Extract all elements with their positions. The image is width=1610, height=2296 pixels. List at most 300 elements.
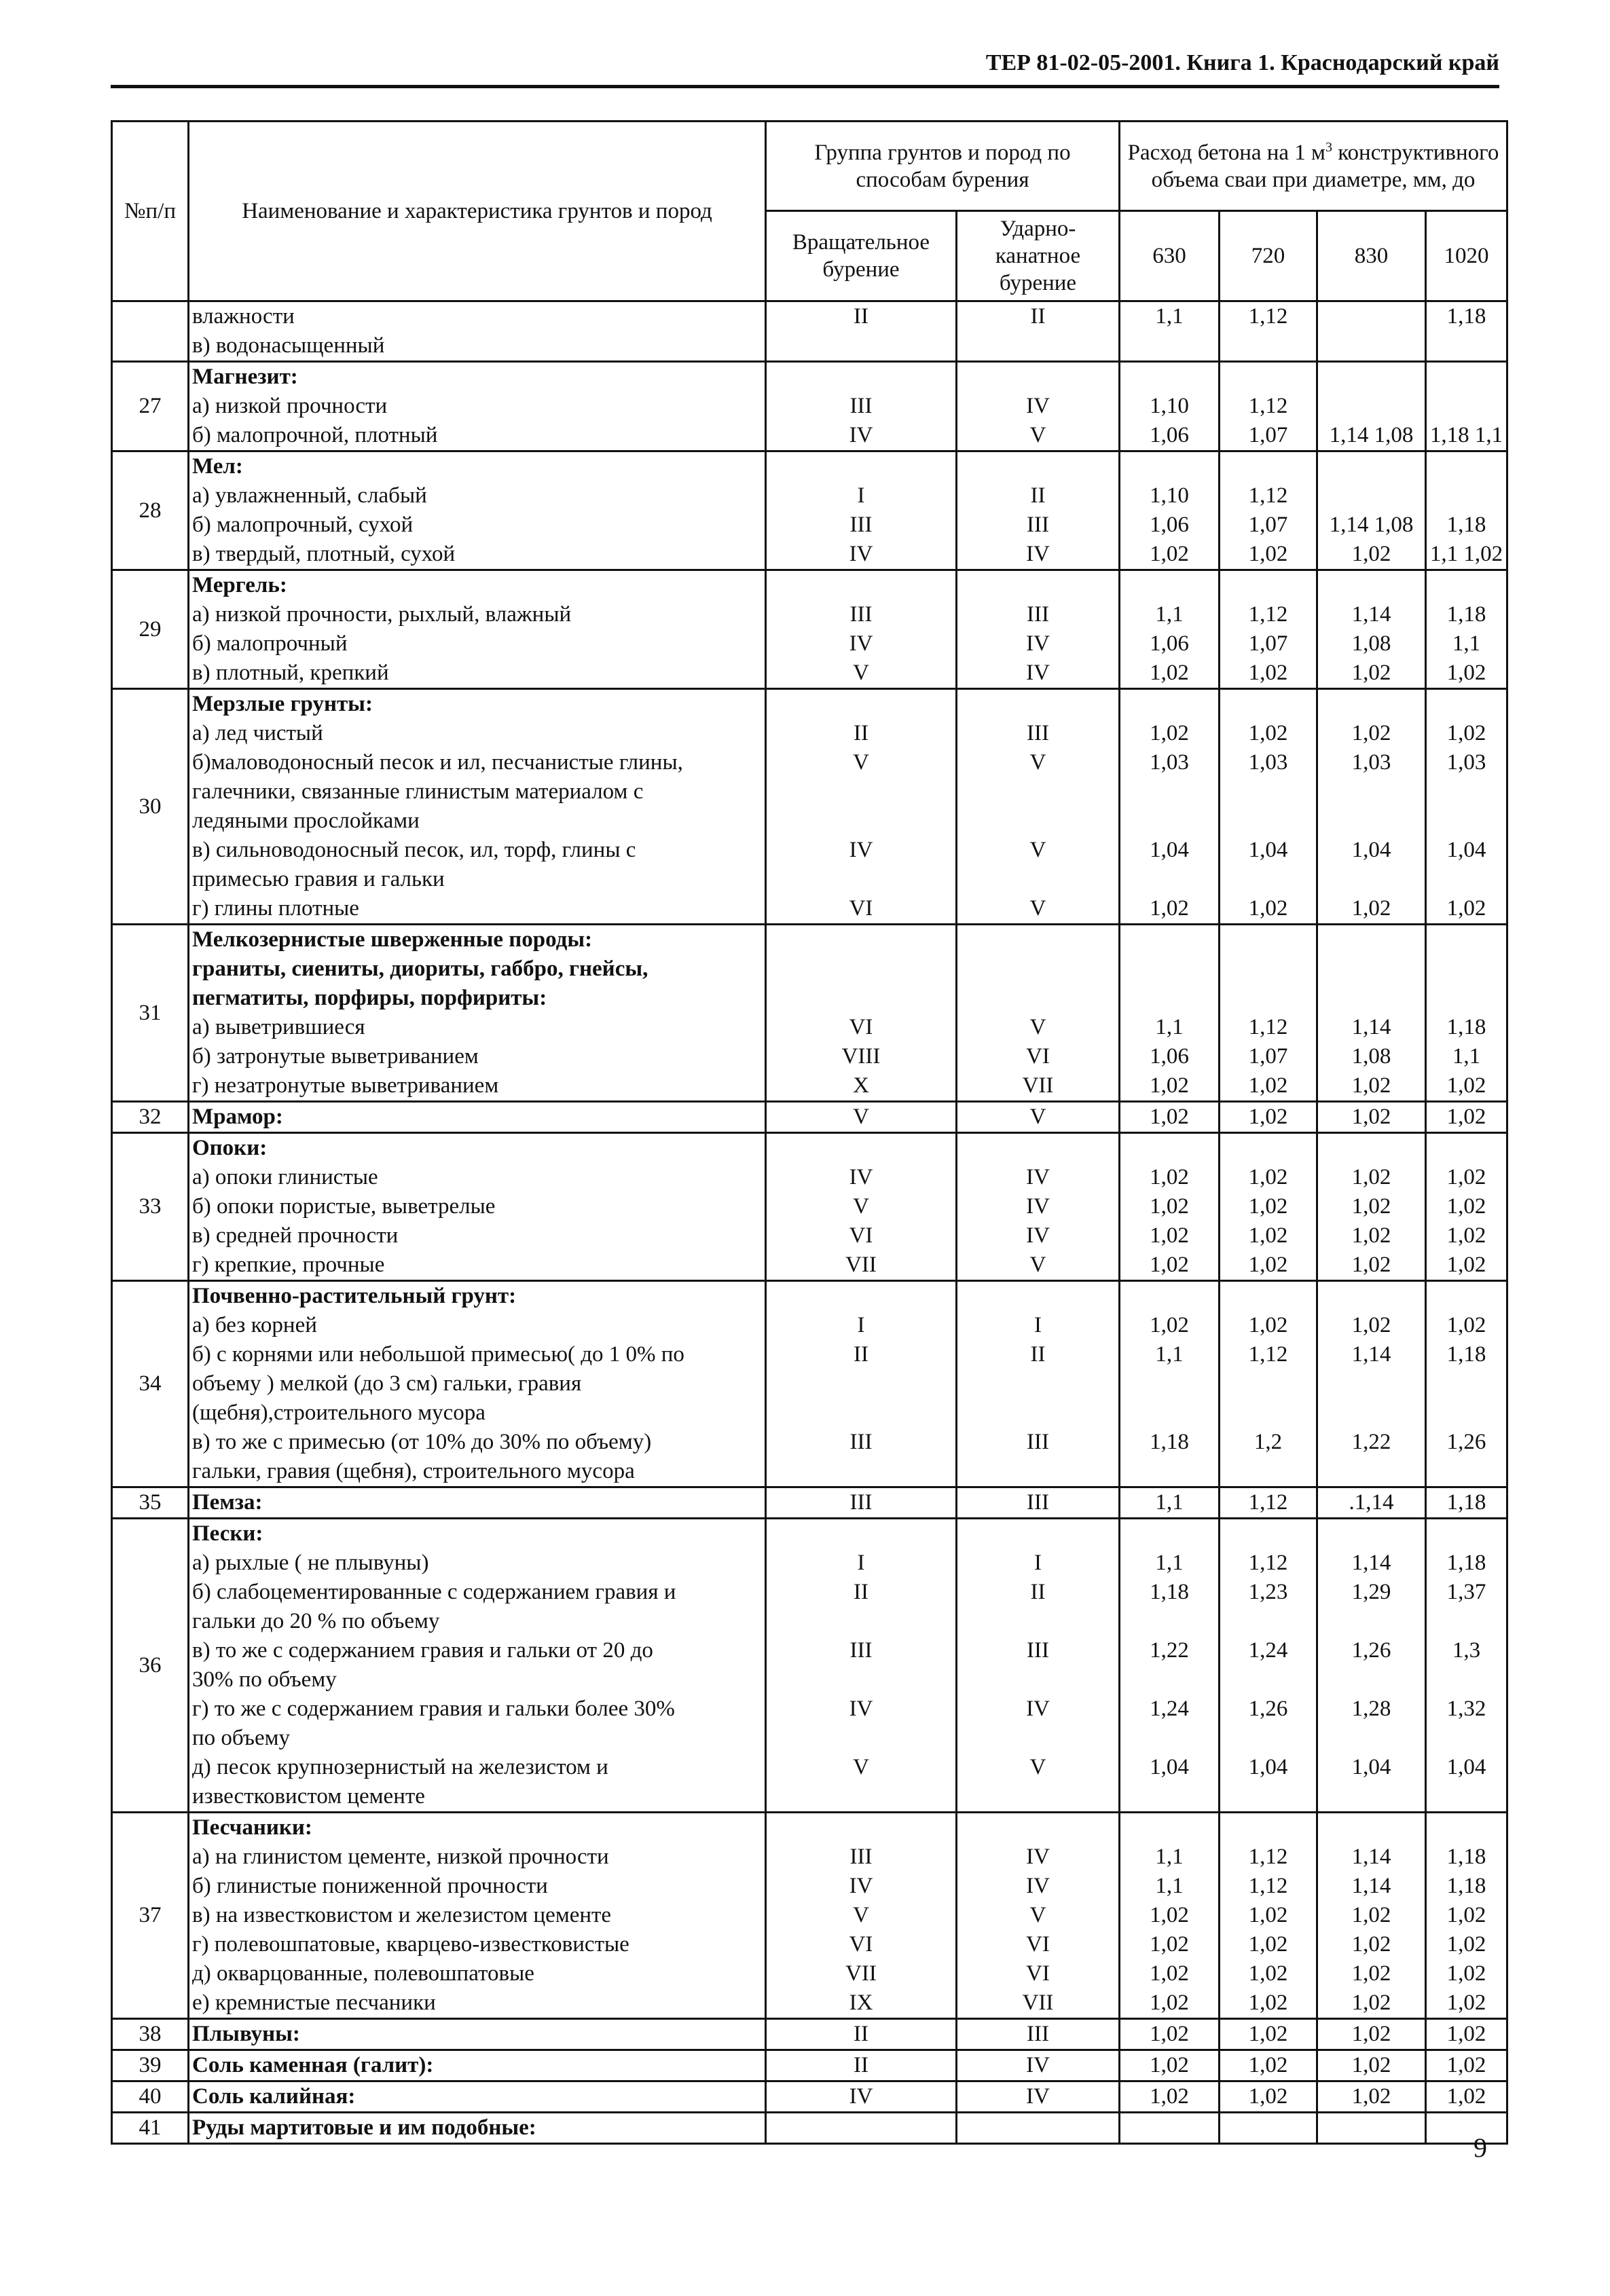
percussion-group-value: V: [1029, 1015, 1046, 1039]
column-header-consumption: [1120, 122, 1507, 211]
consumption-630-value: [1123, 777, 1215, 807]
consumption-830-cell: [1317, 1102, 1426, 1133]
row-number: 27: [112, 362, 189, 451]
row-number: 28: [112, 451, 189, 570]
percussion-group-value: VI: [1026, 1044, 1050, 1069]
consumption-830-cell: [1317, 301, 1426, 362]
rotary-group-cell: [766, 2019, 957, 2050]
consumption-630-value: 1,02: [1150, 1073, 1189, 1098]
soil-description: [189, 362, 766, 451]
consumption-630-cell: [1120, 1133, 1220, 1281]
rotary-group-value: III: [849, 1430, 873, 1454]
consumption-1020-value: 1,18: [1446, 304, 1486, 329]
soil-description-line: известковистом цементе: [192, 1784, 425, 1809]
soil-description-line: в) то же с примесью (от 10% до 30% по объему): [192, 1430, 652, 1454]
consumption-830-value: 1,14: [1351, 602, 1391, 627]
rotary-group-value: [769, 1519, 953, 1549]
column-header-percussion: Ударно-канатное бурение: [957, 211, 1120, 301]
consumption-720-value: 1,02: [1248, 2022, 1288, 2046]
table-body: [112, 301, 1507, 2144]
consumption-830-value: [1321, 1369, 1422, 1399]
percussion-group-value: [960, 363, 1116, 392]
soil-description-line: гальки до 20 % по объему: [192, 1609, 440, 1633]
rotary-group-value: V: [853, 1755, 869, 1779]
rotary-group-value: IV: [849, 838, 873, 862]
table-row: [112, 1133, 1507, 1281]
soil-description-line: по объему: [192, 1726, 290, 1750]
consumption-1020-value: [1429, 1813, 1503, 1843]
consumption-1020-value: [1429, 1519, 1503, 1549]
consumption-630-value: 1,02: [1150, 1194, 1189, 1219]
consumption-1020-cell: [1426, 451, 1507, 570]
soil-description-line: а) рыхлые ( не плывуны): [192, 1551, 429, 1575]
consumption-630-value: [1123, 331, 1215, 360]
consumption-830-value: 1,02: [1351, 1194, 1391, 1219]
consumption-630-cell: [1120, 925, 1220, 1102]
rotary-group-cell: [766, 1133, 957, 1281]
percussion-group-value: IV: [1026, 1194, 1050, 1219]
consumption-720-cell: [1220, 1102, 1317, 1133]
percussion-group-value: I: [1034, 1551, 1042, 1575]
soil-description-line: б) опоки пористые, выветрелые: [192, 1194, 496, 1219]
rotary-group-value: V: [853, 1194, 869, 1219]
consumption-830-value: 1,14: [1351, 1551, 1391, 1575]
consumption-720-value: [1223, 1782, 1313, 1811]
consumption-630-value: 1,1: [1155, 1845, 1184, 1869]
rotary-group-value: IX: [849, 1991, 873, 2015]
consumption-830-value: [1321, 865, 1422, 894]
consumption-720-cell: [1220, 570, 1317, 689]
soil-description-line: а) выветрившиеся: [192, 1015, 365, 1039]
consumption-630-value: 1,02: [1150, 1253, 1189, 1277]
percussion-group-cell: [957, 1487, 1120, 1519]
consumption-630-value: 1,24: [1150, 1697, 1189, 1721]
rotary-group-value: [769, 925, 953, 955]
consumption-720-value: 1,02: [1248, 1932, 1288, 1957]
consumption-1020-value: [1429, 1369, 1503, 1399]
consumption-830-value: 1,02: [1351, 1991, 1391, 2015]
soil-category-title: Соль калийная:: [192, 2084, 356, 2109]
consumption-720-cell: [1220, 1487, 1317, 1519]
rotary-group-value: [769, 363, 953, 392]
consumption-1020-value: [1429, 955, 1503, 984]
percussion-group-cell: [957, 1281, 1120, 1487]
consumption-1020-cell: [1426, 301, 1507, 362]
table-row: [112, 570, 1507, 689]
rotary-group-value: [769, 1399, 953, 1428]
soil-description: [189, 1133, 766, 1281]
consumption-830-value: [1321, 302, 1422, 331]
consumption-1020-value: [1429, 331, 1503, 360]
consumption-1020-value: 1,02: [1446, 1165, 1486, 1189]
rotary-group-value: [769, 1607, 953, 1636]
consumption-1020-value: 1,02: [1446, 1313, 1486, 1337]
consumption-720-value: [1223, 1519, 1313, 1549]
consumption-1020-value: 1,02: [1446, 1253, 1486, 1277]
rotary-group-cell: [766, 1813, 957, 2019]
consumption-1020-value: [1429, 1282, 1503, 1311]
soil-category-title: Пески:: [192, 1521, 263, 1546]
rotary-group-cell: [766, 362, 957, 451]
rotary-group-value: IV: [849, 2084, 873, 2109]
consumption-720-value: 1,2: [1254, 1430, 1283, 1454]
percussion-group-value: V: [1029, 838, 1046, 862]
consumption-630-value: 1,04: [1150, 1755, 1189, 1779]
consumption-630-cell: [1120, 1487, 1220, 1519]
consumption-830-cell: [1317, 925, 1426, 1102]
consumption-830-value: 1,14: [1351, 1342, 1391, 1367]
rotary-group-value: V: [853, 661, 869, 685]
percussion-group-value: V: [1029, 423, 1046, 447]
consumption-630-value: 1,18: [1150, 1430, 1189, 1454]
consumption-720-value: 1,12: [1248, 1015, 1288, 1039]
consumption-720-value: 1,02: [1248, 721, 1288, 745]
table-row: [112, 2050, 1507, 2081]
consumption-1020-value: 1,18: [1446, 602, 1486, 627]
consumption-630-value: 1,02: [1150, 1223, 1189, 1248]
consumption-830-value: [1321, 925, 1422, 955]
consumption-1020-value: 1,02: [1446, 2053, 1486, 2077]
consumption-630-value: 1,02: [1150, 1165, 1189, 1189]
consumption-720-value: [1223, 925, 1313, 955]
table-row: [112, 689, 1507, 925]
soil-description-line: б) малопрочной, плотный: [192, 423, 438, 447]
soil-description-line: б) с корнями или небольшой примесью( до 1 0% по: [192, 1342, 684, 1367]
soil-category-title: Плывуны:: [192, 2022, 300, 2046]
soil-description-line: в) плотный, крепкий: [192, 661, 389, 685]
consumption-630-value: 1,1: [1155, 304, 1184, 329]
page-number: 9: [1474, 2132, 1487, 2163]
consumption-630-cell: [1120, 362, 1220, 451]
percussion-group-value: II: [1030, 304, 1046, 329]
consumption-630-value: 1,02: [1150, 1991, 1189, 2015]
row-number: 39: [112, 2050, 189, 2081]
consumption-1020-value: 1,02: [1446, 1961, 1486, 1986]
consumption-720-cell: [1220, 451, 1317, 570]
consumption-630-value: [1123, 925, 1215, 955]
consumption-1020-value: [1429, 392, 1503, 421]
rotary-group-value: III: [849, 1845, 873, 1869]
percussion-group-value: [960, 690, 1116, 719]
consumption-630-value: 1,1: [1155, 1490, 1184, 1515]
consumption-630-cell: [1120, 301, 1220, 362]
percussion-group-value: [960, 1519, 1116, 1549]
soil-description: [189, 2113, 766, 2144]
consumption-720-value: 1,02: [1248, 661, 1288, 685]
rotary-group-value: [769, 1724, 953, 1753]
table-row: [112, 2019, 1507, 2050]
consumption-720-value: 1,12: [1248, 1551, 1288, 1575]
column-header-d720: 720: [1220, 211, 1317, 301]
rotary-group-cell: [766, 2081, 957, 2113]
consumption-1020-value: [1429, 363, 1503, 392]
percussion-group-value: I: [1034, 1313, 1042, 1337]
consumption-720-cell: [1220, 2113, 1317, 2144]
running-header: ТЕР 81-02-05-2001. Книга 1. Краснодарский край: [985, 50, 1499, 75]
consumption-720-value: 1,02: [1248, 542, 1288, 566]
rotary-group-cell: [766, 925, 957, 1102]
percussion-group-value: [960, 865, 1116, 894]
consumption-1020-value: 1,18: [1446, 1490, 1486, 1515]
percussion-group-cell: [957, 2081, 1120, 2113]
consumption-1020-cell: [1426, 2113, 1507, 2144]
consumption-720-cell: [1220, 362, 1317, 451]
soil-description-line: в) средней прочности: [192, 1223, 399, 1248]
consumption-630-cell: [1120, 2081, 1220, 2113]
soil-description-line: а) опоки глинистые: [192, 1165, 378, 1189]
rotary-group-value: X: [853, 1073, 869, 1098]
consumption-830-value: 1,14: [1351, 1015, 1391, 1039]
percussion-group-value: III: [1027, 1638, 1049, 1663]
consumption-830-value: 1,02: [1351, 1961, 1391, 1986]
consumption-630-value: [1123, 1134, 1215, 1163]
consumption-1020-value: 1,1: [1452, 1044, 1481, 1069]
rotary-group-cell: [766, 570, 957, 689]
rotary-group-value: [769, 331, 953, 360]
consumption-720-value: [1223, 1369, 1313, 1399]
consumption-830-cell: [1317, 1519, 1426, 1813]
rotary-group-value: [769, 571, 953, 600]
consumption-830-cell: [1317, 2050, 1426, 2081]
consumption-830-value: 1,02: [1351, 2084, 1391, 2109]
consumption-720-value: [1223, 955, 1313, 984]
percussion-group-cell: [957, 1813, 1120, 2019]
percussion-group-value: V: [1029, 1755, 1046, 1779]
consumption-720-value: [1223, 1813, 1313, 1843]
consumption-1020-value: [1429, 481, 1503, 511]
consumption-720-cell: [1220, 301, 1317, 362]
consumption-1020-value: [1429, 925, 1503, 955]
soil-category-title: Соль каменная (галит):: [192, 2053, 434, 2077]
consumption-720-value: 1,02: [1248, 896, 1288, 921]
consumption-1020-value: 1,02: [1446, 1194, 1486, 1219]
consumption-720-value: 1,02: [1248, 2084, 1288, 2109]
rotary-group-value: [769, 955, 953, 984]
consumption-1020-cell: [1426, 689, 1507, 925]
soil-category-title: Мелкозернистые шверженные породы:: [192, 927, 593, 952]
percussion-group-value: IV: [1026, 1697, 1050, 1721]
consumption-1020-value: 1,18: [1446, 1342, 1486, 1367]
table-row: [112, 2113, 1507, 2144]
consumption-720-value: [1223, 331, 1313, 360]
consumption-830-value: [1321, 1813, 1422, 1843]
consumption-720-value: [1223, 363, 1313, 392]
soil-category-title: Магнезит:: [192, 365, 298, 389]
percussion-group-value: IV: [1026, 1845, 1050, 1869]
consumption-1020-value: [1429, 1665, 1503, 1695]
consumption-1020-value: [1429, 1607, 1503, 1636]
consumption-630-value: [1123, 1724, 1215, 1753]
consumption-830-value: 1,28: [1351, 1697, 1391, 1721]
consumption-830-value: [1321, 1665, 1422, 1695]
rotary-group-value: VI: [849, 1932, 873, 1957]
consumption-720-value: 1,02: [1248, 1903, 1288, 1927]
consumption-630-value: [1123, 2113, 1215, 2143]
soil-category-title: Опоки:: [192, 1136, 268, 1160]
rotary-group-value: V: [853, 1105, 869, 1129]
consumption-630-cell: [1120, 1813, 1220, 2019]
consumption-1020-value: 1,18: [1446, 1845, 1486, 1869]
percussion-group-value: [960, 1282, 1116, 1311]
consumption-630-value: 1,1: [1155, 1874, 1184, 1898]
rotary-group-value: III: [849, 1490, 873, 1515]
rotary-group-value: IV: [849, 423, 873, 447]
consumption-1020-value: 1,02: [1446, 721, 1486, 745]
consumption-720-cell: [1220, 1133, 1317, 1281]
consumption-630-cell: [1120, 2019, 1220, 2050]
consumption-720-value: 1,12: [1248, 483, 1288, 508]
row-number: 35: [112, 1487, 189, 1519]
consumption-830-value: 1,14: [1351, 1845, 1391, 1869]
consumption-720-cell: [1220, 925, 1317, 1102]
percussion-group-cell: [957, 451, 1120, 570]
consumption-1020-value: [1429, 1134, 1503, 1163]
percussion-group-value: [960, 777, 1116, 807]
soil-category-title: Мел:: [192, 454, 243, 479]
consumption-1020-value: 1,02: [1446, 2022, 1486, 2046]
soil-description-line: гальки, гравия (щебня), строительного мусора: [192, 1459, 635, 1483]
consumption-1020-value: 1,18 1,1: [1429, 423, 1503, 447]
rotary-group-value: IV: [849, 1165, 873, 1189]
percussion-group-cell: [957, 2019, 1120, 2050]
consumption-830-value: 1,02: [1351, 1253, 1391, 1277]
soil-description: [189, 570, 766, 689]
percussion-group-cell: [957, 570, 1120, 689]
soil-category-title: пегматиты, порфиры, порфириты:: [192, 986, 547, 1010]
percussion-group-value: V: [1029, 896, 1046, 921]
table-row: [112, 1813, 1507, 2019]
consumption-630-cell: [1120, 1519, 1220, 1813]
header-rule: [111, 85, 1499, 88]
consumption-630-value: 1,02: [1150, 1932, 1189, 1957]
consumption-630-value: 1,02: [1150, 542, 1189, 566]
consumption-720-value: 1,04: [1248, 1755, 1288, 1779]
consumption-830-value: 1,08: [1351, 1044, 1391, 1069]
consumption-1020-cell: [1426, 1487, 1507, 1519]
consumption-superscript: 3: [1325, 139, 1332, 155]
consumption-830-value: [1321, 1457, 1422, 1486]
percussion-group-value: II: [1030, 1580, 1046, 1604]
rotary-group-cell: [766, 2050, 957, 2081]
percussion-group-value: V: [1029, 750, 1046, 775]
consumption-1020-cell: [1426, 1102, 1507, 1133]
consumption-1020-value: 1,32: [1446, 1697, 1486, 1721]
soil-category-title: граниты, сиениты, диориты, габбро, гнейсы,: [192, 957, 648, 981]
soil-description: [189, 1281, 766, 1487]
consumption-830-value: [1321, 1607, 1422, 1636]
consumption-630-value: [1123, 1282, 1215, 1311]
percussion-group-value: [960, 571, 1116, 600]
consumption-630-value: 1,02: [1150, 2084, 1189, 2109]
soil-description-line: д) окварцованные, полевошпатовые: [192, 1961, 534, 1986]
consumption-720-value: [1223, 571, 1313, 600]
consumption-1020-value: 1,03: [1446, 750, 1486, 775]
soil-description: [189, 1102, 766, 1133]
consumption-1020-value: 1,18: [1446, 1015, 1486, 1039]
percussion-group-value: [960, 1782, 1116, 1811]
rotary-group-value: VI: [849, 1015, 873, 1039]
consumption-720-value: [1223, 865, 1313, 894]
consumption-630-value: [1123, 690, 1215, 719]
consumption-830-value: [1321, 1519, 1422, 1549]
rotary-group-value: VII: [845, 1961, 877, 1986]
soil-rock-concrete-table: [111, 120, 1508, 2145]
consumption-830-cell: [1317, 362, 1426, 451]
percussion-group-cell: [957, 1519, 1120, 1813]
consumption-1020-value: [1429, 865, 1503, 894]
consumption-720-value: 1,02: [1248, 1194, 1288, 1219]
consumption-630-value: 1,10: [1150, 483, 1189, 508]
rotary-group-value: [769, 1813, 953, 1843]
consumption-1020-value: 1,02: [1446, 661, 1486, 685]
consumption-720-value: 1,02: [1248, 2053, 1288, 2077]
consumption-630-value: [1123, 1782, 1215, 1811]
consumption-830-cell: [1317, 1813, 1426, 2019]
consumption-830-value: [1321, 1282, 1422, 1311]
rotary-group-value: [769, 984, 953, 1013]
soil-description-line: а) на глинистом цементе, низкой прочности: [192, 1845, 609, 1869]
consumption-630-value: [1123, 1457, 1215, 1486]
consumption-830-cell: [1317, 1281, 1426, 1487]
column-header-rotary: Вращательное бурение: [766, 211, 957, 301]
consumption-720-value: [1223, 1457, 1313, 1486]
consumption-720-value: [1223, 777, 1313, 807]
percussion-group-value: [960, 984, 1116, 1013]
row-number: 31: [112, 925, 189, 1102]
consumption-630-value: [1123, 1813, 1215, 1843]
consumption-830-value: [1321, 984, 1422, 1013]
rotary-group-value: VIII: [841, 1044, 881, 1069]
percussion-group-value: [960, 807, 1116, 836]
consumption-630-cell: [1120, 451, 1220, 570]
consumption-830-value: 1,08: [1351, 631, 1391, 656]
percussion-group-value: IV: [1026, 1165, 1050, 1189]
row-number: 29: [112, 570, 189, 689]
soil-description-line: б) малопрочный, сухой: [192, 513, 414, 537]
soil-description-line: в) то же с содержанием гравия и гальки от 20 до: [192, 1638, 653, 1663]
percussion-group-value: VII: [1022, 1991, 1054, 2015]
consumption-720-value: 1,02: [1248, 1105, 1288, 1129]
consumption-720-value: 1,02: [1248, 1253, 1288, 1277]
percussion-group-value: [960, 1369, 1116, 1399]
percussion-group-value: [960, 452, 1116, 481]
soil-description-line: б)маловодоносный песок и ил, песчанистые глины,: [192, 750, 683, 775]
percussion-group-value: IV: [1026, 542, 1050, 566]
consumption-720-value: [1223, 1724, 1313, 1753]
consumption-630-value: 1,02: [1150, 1903, 1189, 1927]
row-number: 33: [112, 1133, 189, 1281]
soil-description-line: а) лед чистый: [192, 721, 323, 745]
table-row: [112, 1487, 1507, 1519]
percussion-group-value: IV: [1026, 2053, 1050, 2077]
rotary-group-value: IV: [849, 631, 873, 656]
rotary-group-cell: [766, 451, 957, 570]
soil-description: [189, 1813, 766, 2019]
consumption-830-value: 1,02: [1351, 1073, 1391, 1098]
soil-description: [189, 1487, 766, 1519]
consumption-720-value: 1,26: [1248, 1697, 1288, 1721]
soil-description-line: ледяными прослойками: [192, 809, 420, 833]
consumption-830-value: 1,02: [1351, 1105, 1391, 1129]
consumption-1020-value: 1,04: [1446, 1755, 1486, 1779]
consumption-630-value: 1,02: [1150, 661, 1189, 685]
soil-description-line: в) твердый, плотный, сухой: [192, 542, 456, 566]
consumption-630-value: 1,02: [1150, 1961, 1189, 1986]
consumption-630-value: [1123, 1519, 1215, 1549]
percussion-group-value: V: [1029, 1903, 1046, 1927]
consumption-720-value: [1223, 1399, 1313, 1428]
percussion-group-cell: [957, 689, 1120, 925]
